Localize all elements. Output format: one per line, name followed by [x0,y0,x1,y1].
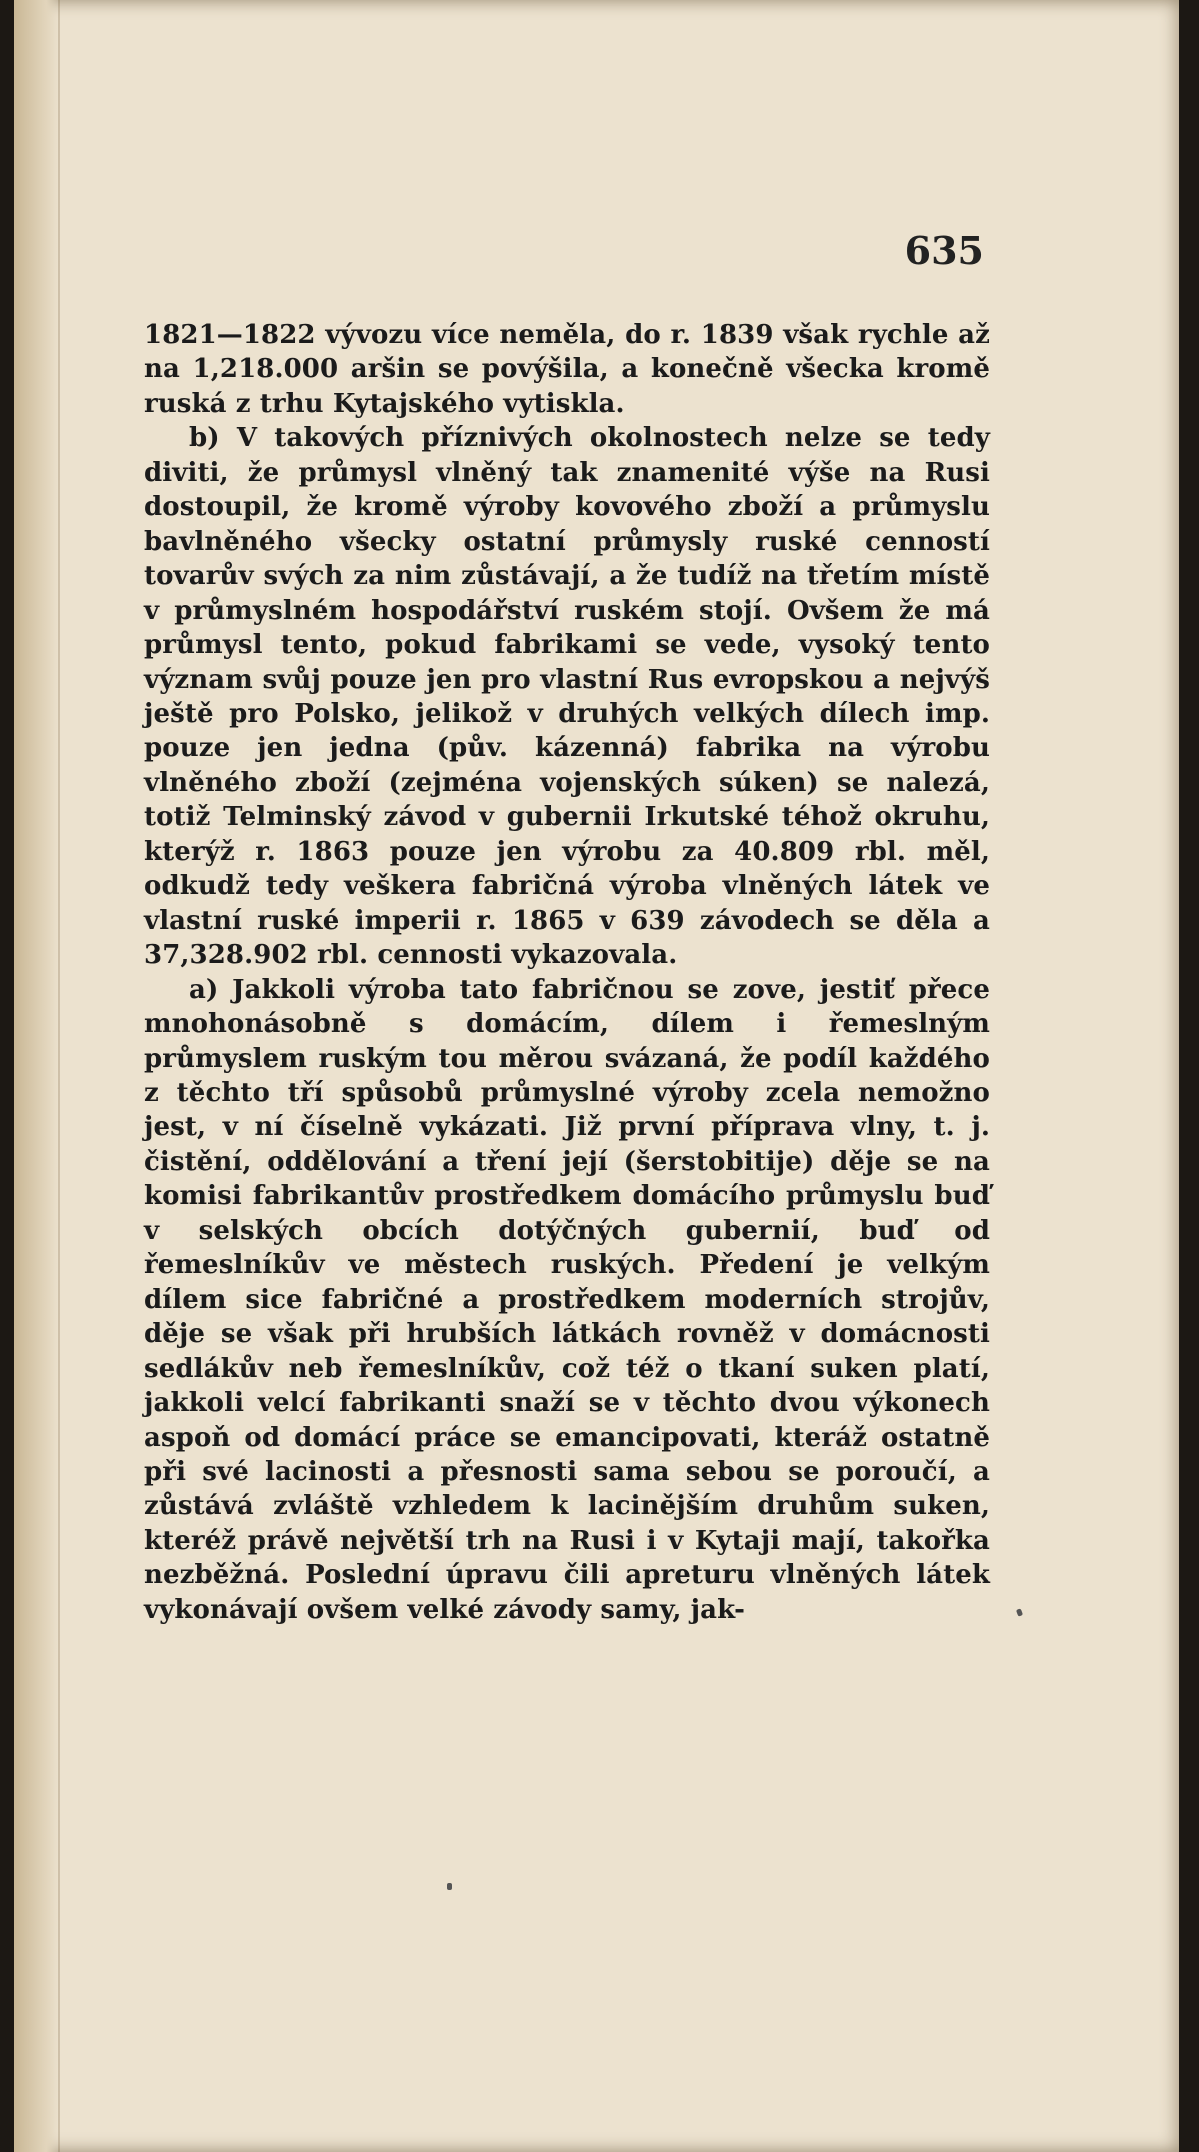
binding-gutter [14,0,60,2152]
ink-speck [447,1883,452,1890]
paragraph-3: a) Jakkoli výroba tato fabričnou se zove, jestiť přece mnohonásobně s domácím, dílem i řemeslným průmyslem ruským tou měrou svázaná, že podíl každého z těchto tří spůsobů průmyslné výroby zcela nemožno jest, v ní číselně vykázati. Již první příprava vlny, t. j. čistění, oddělování a tření její (šerstobitije) děje se na komisi fabrikantův prostředkem domácího průmyslu buď v selských obcích dotýčných gubernií, buď od řemeslníkův ve městech ruských. Předení je velkým dílem sice fabričné a prostředkem moderních strojův, děje se však při hrubších látkách rovněž v domácnosti sedlákův neb řemeslníkův, což též o tkaní suken platí, jakkoli velcí fabrikanti snaží se v těchto dvou výkonech aspoň od domácí práce se emancipovati, kteráž ostatně při své lacinosti a přesnosti sama sebou se poroučí, a zůstává zvláště vzhledem k lacinějším druhům suken, kteréž právě největší trh na Rusi i v Kytaji mají, takořka nezběžná. Poslední úpravu čili apreturu vlněných látek vykonávají ovšem velké závody samy, jak- [144,974,990,1625]
gutter-fold-line [58,0,60,2152]
page-sheet [14,0,1179,2152]
paragraph-2: b) V takových příznivých okolnostech nelze se tedy diviti, že průmysl vlněný tak znamenité výše na Rusi dostoupil, že kromě výroby kovového zboží a průmyslu bavlněného všecky ostatní průmysly ruské cenností tovarův svých za nim zůstávají, a že tudíž na třetím místě v průmyslném hospodářství ruském stojí. Ovšem že má průmysl tento, pokud fabrikami se vede, vysoký tento význam svůj pouze jen pro vlastní Rus evropskou a nejvýš ještě pro Polsko, jelikož v druhých velkých dílech imp. pouze jen jedna (pův. kázenná) fabrika na výrobu vlněného zboží (zejména vojenských súken) se nalezá, totiž Telminský závod v gubernii Irkutské téhož okruhu, kterýž r. 1863 pouze jen výrobu za 40.809 rbl. měl, odkudž tedy veškera fabričná výroba vlněných látek ve vlastní ruské imperii r. 1865 v 639 závodech se děla a 37,328.902 rbl. cennosti vykazovala. [144,423,990,971]
body-text [144,318,990,1627]
page-number: 635 [904,228,984,273]
paragraph-1: 1821—1822 vývozu více neměla, do r. 1839 však rychle až na 1,218.000 aršin se povýšila, a konečně všecka kromě ruská z trhu Kytajského vytiskla. [144,320,990,419]
ink-speck [1016,1608,1023,1616]
